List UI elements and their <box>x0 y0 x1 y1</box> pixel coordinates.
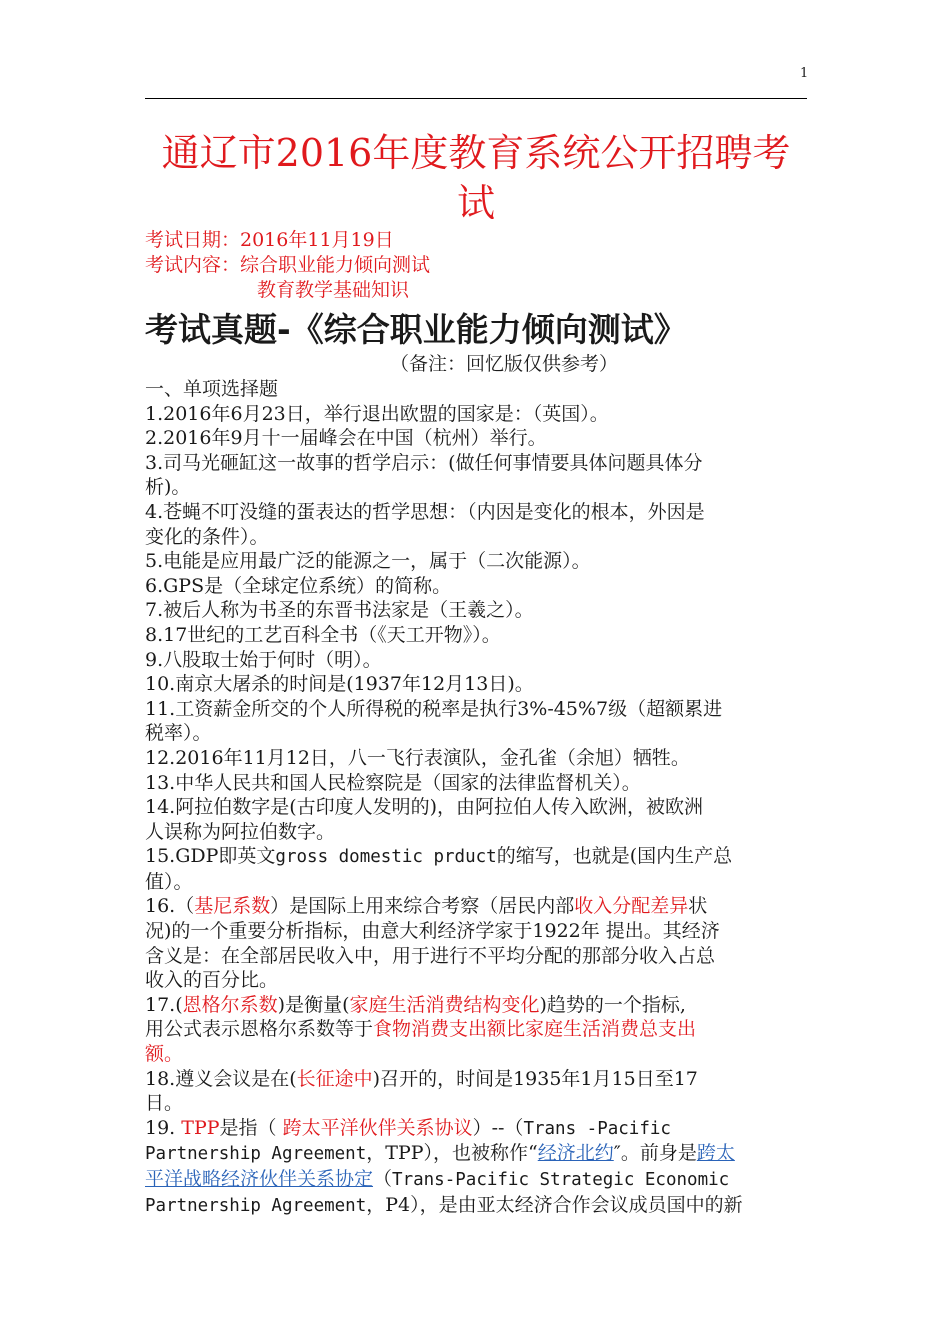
q18-text-2: )召开的，时间是1935年1月15日至17 <box>372 1067 698 1090</box>
question-13: 13.中华人民共和国人民检察院是（国家的法律监督机关）。 <box>145 771 641 794</box>
q19-english-3: Trans-Pacific Strategic Economic <box>392 1170 730 1190</box>
q16-text-3: 状 <box>688 895 708 918</box>
question-16-line-2: 况)的一个重要分析指标，由意大利经济学家于1922年 提出。其经济 <box>145 920 720 943</box>
question-3-cont: 析)。 <box>145 476 191 499</box>
question-2: 2.2016年9月十一届峰会在中国（杭州）举行。 <box>145 427 547 450</box>
page-number: 1 <box>800 66 809 81</box>
header-rule <box>145 98 807 99</box>
question-11-cont: 税率）。 <box>145 722 212 745</box>
question-4: 4.苍蝇不叮没缝的蛋表达的哲学思想：（内因是变化的根本，外因是 <box>145 500 705 523</box>
q17-text-3: )趋势的一个指标, <box>539 993 686 1016</box>
q19-english-1: Trans -Pacific <box>523 1118 671 1139</box>
q19-text-5: ″。前身是 <box>613 1142 697 1165</box>
question-17-line-2 <box>145 1017 807 1042</box>
link-tpsep-1[interactable]: 跨太 <box>696 1142 735 1165</box>
question-17-line-3: 额。 <box>145 1043 184 1066</box>
question-18-line-2: 日。 <box>145 1092 184 1115</box>
q19-text-2: 是指（ <box>219 1116 277 1139</box>
q19-text-3: ）--（ <box>472 1116 524 1139</box>
question-5: 5.电能是应用最广泛的能源之一，属于（二次能源）。 <box>145 550 591 573</box>
q19-acronym: TPP <box>181 1116 220 1139</box>
exam-content-2: 教育教学基础知识 <box>257 279 410 301</box>
link-economic-nato[interactable]: 经济北约 <box>537 1142 614 1165</box>
q18-answer: 长征途中 <box>296 1067 373 1090</box>
q17-text-2: )是衡量( <box>277 993 350 1016</box>
section-heading: 一、单项选择题 <box>145 378 279 400</box>
q19-english-4: Partnership Agreement <box>145 1195 367 1216</box>
question-19 <box>145 1116 807 1142</box>
q16-answer: 基尼系数 <box>194 895 271 918</box>
question-6: 6.GPS是（全球定位系统）的简称。 <box>145 574 452 597</box>
question-17 <box>145 993 807 1018</box>
question-11: 11.工资薪金所交的个人所得税的税率是执行3%-45%7级（超额累进 <box>145 697 723 720</box>
q19-text-4: ，TPP），也被称作“ <box>366 1142 538 1165</box>
document-body <box>145 128 807 1218</box>
q16-text: 16.（ <box>145 895 195 918</box>
q19-text-7: ，P4），是由亚太经济合作会议成员国中的新 <box>366 1193 743 1216</box>
question-7: 7.被后人称为书圣的东晋书法家是（王羲之）。 <box>145 599 534 622</box>
document-title: 通辽市2016年度教育系统公开招聘考试 <box>161 131 791 225</box>
q19-answer: 跨太平洋伙伴关系协议 <box>282 1116 473 1139</box>
q17-formula: 食物消费支出额比家庭生活消费总支出 <box>373 1018 697 1041</box>
question-19-line-3 <box>145 1167 807 1193</box>
q19-text-6: （ <box>373 1168 393 1190</box>
note: （备注：回忆版仅供参考） <box>390 353 619 375</box>
question-16 <box>145 894 807 919</box>
exam-content: 考试内容：综合职业能力倾向测试 <box>145 254 431 276</box>
q15-english: gross domestic prduct <box>275 847 497 868</box>
question-18 <box>145 1067 807 1092</box>
question-16-line-3: 含义是：在全部居民收入中，用于进行不平均分配的那部分收入占总 <box>145 944 716 967</box>
q17-text-4: 用公式表示恩格尔系数等于 <box>145 1018 374 1041</box>
exam-date: 考试日期：2016年11月19日 <box>145 229 394 251</box>
question-1: 1.2016年6月23日，举行退出欧盟的国家是：（英国）。 <box>145 402 609 425</box>
question-15-cont: 值）。 <box>145 870 193 893</box>
question-14: 14.阿拉伯数字是(古印度人发明的)，由阿拉伯人传入欧洲，被欧洲 <box>145 796 704 819</box>
q18-text: 18.遵义会议是在( <box>145 1067 297 1090</box>
question-10: 10.南京大屠杀的时间是(1937年12月13日)。 <box>145 673 534 696</box>
question-19-line-4 <box>145 1193 807 1219</box>
question-15 <box>145 844 807 870</box>
q16-text-2: ）是国际上用来综合考察（居民内部 <box>270 895 575 918</box>
section-title: 考试真题-《综合职业能力倾向测试》 <box>145 310 687 349</box>
q15-text-2: 的缩写，也就是(国内生产总 <box>496 845 733 868</box>
q19-text: 19. <box>145 1116 176 1139</box>
question-16-line-4: 收入的百分比。 <box>145 969 279 992</box>
q16-highlight: 收入分配差异 <box>574 895 689 918</box>
question-12: 12.2016年11月12日，八一飞行表演队，金孔雀（余旭）牺牲。 <box>145 746 690 769</box>
question-3: 3.司马光砸缸这一故事的哲学启示：(做任何事情要具体问题具体分 <box>145 451 703 474</box>
q17-text: 17.( <box>145 993 183 1016</box>
question-9: 9.八股取士始于何时（明）。 <box>145 648 382 671</box>
link-tpsep-2[interactable]: 平洋战略经济伙伴关系协定 <box>145 1168 374 1190</box>
question-19-line-2 <box>145 1141 807 1167</box>
q15-text: 15.GDP即英文 <box>145 845 276 868</box>
q19-english-2: Partnership Agreement <box>145 1144 367 1165</box>
q17-highlight: 家庭生活消费结构变化 <box>349 993 540 1016</box>
question-14-cont: 人误称为阿拉伯数字。 <box>145 820 336 843</box>
question-4-cont: 变化的条件）。 <box>145 525 269 548</box>
q17-answer: 恩格尔系数 <box>182 993 278 1016</box>
question-8: 8.17世纪的工艺百科全书（《天工开物》）。 <box>145 623 501 646</box>
